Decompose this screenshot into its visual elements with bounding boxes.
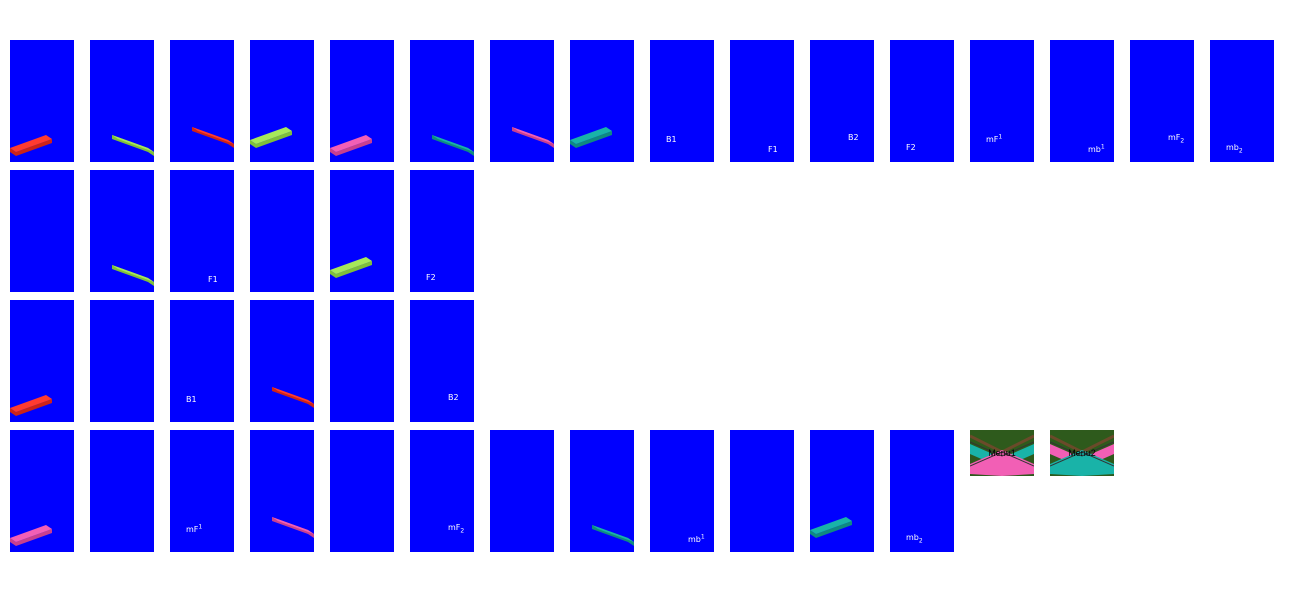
tile-label	[186, 523, 203, 534]
pink-slab-sprite	[490, 40, 554, 162]
sprite-tile	[1050, 40, 1114, 162]
sprite-tile	[890, 40, 954, 162]
tile-label	[906, 533, 923, 545]
sprite-tile	[330, 40, 394, 162]
sprite-tile	[170, 170, 234, 292]
label-base: B1	[666, 135, 677, 144]
tile-label	[186, 396, 197, 404]
slab-top	[592, 525, 634, 542]
slab-top	[432, 135, 474, 152]
sprite-tile	[890, 430, 954, 552]
red-slab-sprite	[10, 300, 74, 422]
lime-slab-sprite	[90, 170, 154, 292]
sprite-tile	[410, 170, 474, 292]
label-base: mF	[186, 525, 199, 534]
tile-label	[848, 134, 859, 142]
menu-thumbnail-2[interactable]	[1050, 430, 1114, 476]
label-base: B2	[448, 393, 459, 402]
slab-top	[272, 517, 314, 534]
label-base: mF	[448, 523, 461, 532]
sprite-tile	[170, 300, 234, 422]
label-base: mF	[986, 135, 999, 144]
red-slab-sprite	[10, 40, 74, 162]
sprite-tile	[650, 430, 714, 552]
sprite-tile	[650, 40, 714, 162]
sprite-tile	[570, 40, 634, 162]
lime-slab-sprite	[250, 40, 314, 162]
sprite-tile	[250, 300, 314, 422]
label-base: F1	[208, 275, 218, 284]
slab-top	[112, 265, 154, 282]
teal-slab-sprite	[410, 40, 474, 162]
menu-label: Menu2	[1068, 448, 1096, 458]
tile-label	[208, 276, 218, 284]
label-superscript: 1	[198, 523, 203, 531]
sprite-tile	[10, 430, 74, 552]
menu-thumbnail-1[interactable]	[970, 430, 1034, 476]
tile-label	[768, 146, 778, 154]
sprite-tile	[10, 300, 74, 422]
pink-slab-sprite	[10, 430, 74, 552]
sprite-tile	[10, 170, 74, 292]
label-superscript: 1	[998, 133, 1003, 141]
label-base: mF	[1168, 133, 1181, 142]
tile-label	[1226, 143, 1243, 155]
label-base: F1	[768, 145, 778, 154]
sprite-tile	[730, 40, 794, 162]
sprite-tile	[490, 40, 554, 162]
sprite-tile	[570, 430, 634, 552]
label-superscript: 1	[1100, 143, 1105, 151]
slab-top	[192, 127, 234, 144]
slab-top	[272, 387, 314, 404]
lime-slab-sprite	[330, 170, 394, 292]
tile-label	[906, 144, 916, 152]
tile-label	[448, 394, 459, 402]
pink-slab-sprite	[330, 40, 394, 162]
tile-label	[426, 274, 436, 282]
sprite-tile	[250, 40, 314, 162]
sprite-tile	[330, 300, 394, 422]
menu-label: Menu1	[988, 448, 1016, 458]
tile-label	[1088, 143, 1105, 154]
label-base: F2	[426, 273, 436, 282]
label-base: B2	[848, 133, 859, 142]
sprite-tile	[810, 40, 874, 162]
sprite-tile	[170, 430, 234, 552]
tile-label	[688, 533, 705, 544]
tile-label	[1168, 133, 1185, 145]
tile-label	[448, 523, 465, 535]
sprite-tile	[810, 430, 874, 552]
slab-top	[512, 127, 554, 144]
sprite-tile	[90, 430, 154, 552]
sprite-tile	[170, 40, 234, 162]
red-slab-sprite	[170, 40, 234, 162]
label-base: mb	[1088, 145, 1101, 154]
red-slab-sprite	[250, 300, 314, 422]
lime-slab-sprite	[90, 40, 154, 162]
sprite-tile	[250, 170, 314, 292]
sprite-tile	[10, 40, 74, 162]
sprite-tile	[970, 40, 1034, 162]
pink-slab-sprite	[250, 430, 314, 552]
label-superscript: 1	[700, 533, 705, 541]
sprite-tile	[90, 170, 154, 292]
sprite-tile	[90, 40, 154, 162]
label-subscript: 2	[1180, 137, 1185, 145]
label-subscript: 2	[918, 537, 923, 545]
label-subscript: 2	[1238, 147, 1243, 155]
label-base: mb	[906, 533, 919, 542]
label-subscript: 2	[460, 527, 465, 535]
sprite-tile	[1130, 40, 1194, 162]
label-base: F2	[906, 143, 916, 152]
label-base: B1	[186, 395, 197, 404]
teal-slab-sprite	[570, 40, 634, 162]
teal-slab-sprite	[810, 430, 874, 552]
sprite-tile	[330, 430, 394, 552]
sprite-tile	[490, 430, 554, 552]
sprite-tile	[250, 430, 314, 552]
label-base: mb	[1226, 143, 1239, 152]
slab-top	[112, 135, 154, 152]
tile-label	[666, 136, 677, 144]
sprite-tile	[730, 430, 794, 552]
label-base: mb	[688, 535, 701, 544]
sprite-tile	[410, 430, 474, 552]
sprite-tile	[410, 40, 474, 162]
sprite-tile	[90, 300, 154, 422]
sprite-tile	[1210, 40, 1274, 162]
sprite-tile	[410, 300, 474, 422]
teal-slab-sprite	[570, 430, 634, 552]
sprite-tile	[330, 170, 394, 292]
tile-label	[986, 133, 1003, 144]
